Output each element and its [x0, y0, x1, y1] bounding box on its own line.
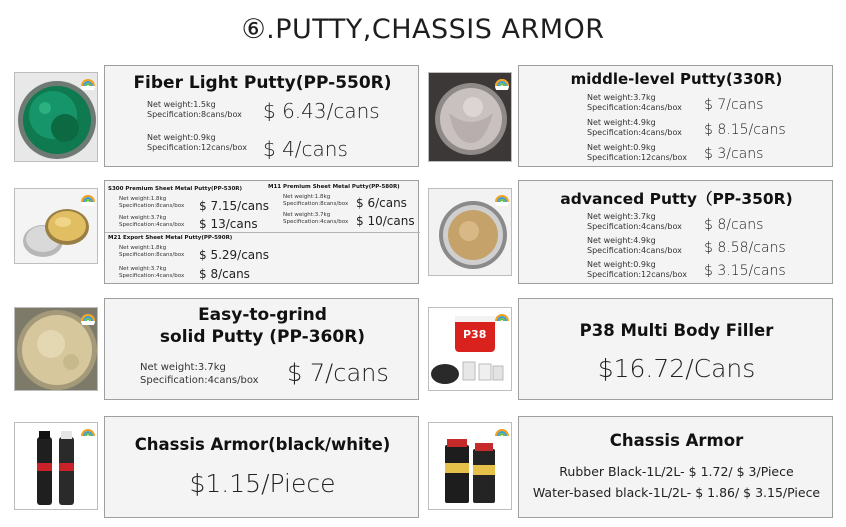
advanced-row2-price: $ 8.58/cans	[704, 240, 786, 256]
fiber-row2-price: $ 4/cans	[263, 137, 348, 161]
chassis-spray-photo	[14, 422, 98, 510]
m21-row2-spec	[119, 266, 184, 280]
net-weight: Net weight:1.8kg	[119, 245, 167, 251]
p38-card	[518, 298, 833, 400]
net-weight: Net weight:3.7kg	[140, 362, 226, 373]
grind-putty-heading-line1: Easy-to-grind	[198, 305, 327, 325]
specification: Specification:4cans/box	[587, 128, 682, 137]
sheet-metal-putty-card	[104, 180, 419, 284]
s300-heading: S300 Premium Sheet Metal Putty(PP-530R)	[108, 186, 243, 192]
m11-row2-spec	[283, 212, 348, 226]
net-weight: Net weight:3.7kg	[587, 212, 656, 221]
grind-spec	[140, 361, 259, 387]
chassis-cans-photo	[428, 422, 512, 510]
s300-row1-price: $ 7.15/cans	[199, 199, 270, 213]
specification: Specification:4cans/box	[587, 103, 682, 112]
middle-row3-price: $ 3/cans	[704, 146, 764, 162]
brand-logo	[493, 310, 511, 328]
brand-logo	[493, 75, 511, 93]
m21-heading: M21 Export Sheet Metal Putty(PP-590R)	[108, 235, 233, 241]
specification: Specification:4cans/box	[283, 219, 349, 225]
p38-tin-label: P38	[463, 328, 487, 341]
net-weight: Net weight:1.8kg	[119, 196, 167, 202]
brand-logo	[79, 75, 97, 93]
net-weight: Net weight:3.7kg	[119, 215, 167, 221]
net-weight: Net weight:4.9kg	[587, 118, 656, 127]
grind-price: $ 7/cans	[287, 359, 389, 387]
chassis-bw-price: $1.15/Piece	[189, 469, 336, 498]
specification: Specification:12cans/box	[587, 153, 687, 162]
m11-row1-spec	[283, 194, 348, 208]
specification: Specification:8cans/box	[119, 252, 185, 258]
chassis-bw-heading: Chassis Armor(black/white)	[134, 435, 391, 454]
middle-putty-card	[518, 65, 833, 167]
m11-row1-price: $ 6/cans	[356, 196, 407, 210]
specification: Specification:8cans/box	[119, 203, 185, 209]
m21-row1-spec	[119, 245, 184, 259]
specification: Specification:4cans/box	[119, 273, 185, 279]
specification: Specification:4cans/box	[119, 222, 185, 228]
sheet-putty-photo	[14, 188, 98, 264]
middle-row3-spec	[587, 143, 687, 163]
p38-price: $16.72/Cans	[597, 354, 756, 383]
specification: Specification:4cans/box	[587, 222, 682, 231]
net-weight: Net weight:3.7kg	[283, 212, 331, 218]
specification: Specification:12cans/box	[587, 270, 687, 279]
advanced-row2-spec	[587, 236, 682, 256]
m11-row2-price: $ 10/cans	[356, 214, 415, 228]
grey-putty-photo	[428, 72, 512, 162]
m21-row2-price: $ 8/cans	[199, 267, 250, 281]
middle-row2-price: $ 8.15/cans	[704, 122, 786, 138]
advanced-row1-price: $ 8/cans	[704, 217, 764, 233]
grind-putty-heading-line2: solid Putty (PP-360R)	[159, 327, 366, 347]
brand-logo	[79, 191, 97, 209]
net-weight: Net weight:3.7kg	[119, 266, 167, 272]
net-weight: Net weight:3.7kg	[587, 93, 656, 102]
brand-logo	[79, 425, 97, 443]
advanced-row1-spec	[587, 212, 682, 232]
brand-logo	[493, 425, 511, 443]
chassis-armor-card	[518, 416, 833, 518]
net-weight: Net weight:1.5kg	[147, 100, 216, 109]
middle-row1-spec	[587, 93, 682, 113]
fiber-putty-heading: Fiber Light Putty(PP-550R)	[133, 73, 392, 93]
page-title: ⑥.PUTTY,CHASSIS ARMOR	[241, 14, 605, 45]
advanced-putty-photo	[428, 188, 512, 276]
net-weight: Net weight:4.9kg	[587, 236, 656, 245]
m21-row1-price: $ 5.29/cans	[199, 248, 270, 262]
green-putty-photo	[14, 72, 98, 162]
middle-putty-heading: middle-level Putty(330R)	[570, 70, 783, 88]
chassis-armor-line2: Water-based black-1L/2L- $ 1.86/ $ 3.15/Piece	[532, 485, 821, 500]
fiber-row2-spec	[147, 133, 247, 153]
net-weight: Net weight:0.9kg	[587, 260, 656, 269]
fiber-row1-price: $ 6.43/cans	[263, 99, 380, 123]
card-divider	[105, 232, 420, 233]
brand-logo	[493, 191, 511, 209]
cream-putty-photo	[14, 307, 98, 391]
advanced-putty-heading: advanced Putty（PP-350R)	[560, 190, 793, 208]
chassis-bw-card	[104, 416, 419, 518]
brand-logo	[79, 310, 97, 328]
s300-row2-price: $ 13/cans	[199, 217, 258, 231]
chassis-armor-line1: Rubber Black-1L/2L- $ 1.72/ $ 3/Piece	[559, 464, 794, 479]
specification: Specification:12cans/box	[147, 143, 247, 152]
s300-row2-spec	[119, 215, 184, 229]
middle-row2-spec	[587, 118, 682, 138]
fiber-row1-spec	[147, 100, 242, 120]
chassis-armor-heading: Chassis Armor	[609, 431, 744, 450]
middle-row1-price: $ 7/cans	[704, 97, 764, 113]
p38-photo	[428, 307, 512, 391]
p38-heading: P38 Multi Body Filler	[579, 321, 774, 340]
advanced-row3-price: $ 3.15/cans	[704, 263, 786, 279]
specification: Specification:4cans/box	[140, 375, 259, 386]
specification: Specification:8cans/box	[147, 110, 242, 119]
net-weight: Net weight:1.8kg	[283, 194, 331, 200]
specification: Specification:8cans/box	[283, 201, 349, 207]
net-weight: Net weight:0.9kg	[587, 143, 656, 152]
s300-row1-spec	[119, 196, 184, 210]
advanced-putty-card	[518, 180, 833, 284]
advanced-row3-spec	[587, 260, 687, 280]
m11-heading: M11 Premium Sheet Metal Putty(PP-580R)	[268, 184, 400, 190]
grind-putty-card	[104, 298, 419, 400]
net-weight: Net weight:0.9kg	[147, 133, 216, 142]
fiber-putty-card	[104, 65, 419, 167]
specification: Specification:4cans/box	[587, 246, 682, 255]
